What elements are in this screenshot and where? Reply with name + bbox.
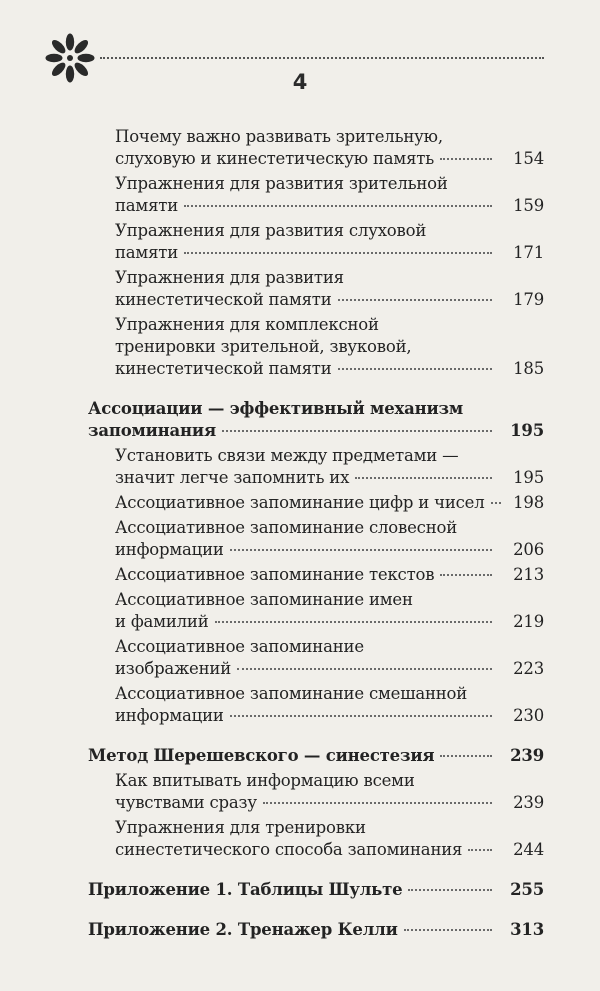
toc-page-number: 198 — [513, 493, 544, 512]
header-dotted-rule — [100, 57, 544, 59]
toc-section — [88, 879, 544, 901]
dot-leader — [230, 715, 492, 717]
toc-page-number: 239 — [513, 793, 544, 812]
toc-page-number: 219 — [513, 612, 544, 631]
toc-entry-text: Упражнения для развития — [115, 268, 344, 287]
toc-entry — [115, 267, 544, 311]
page-number: 4 — [292, 70, 308, 94]
toc-entry-text: кинестетической памяти — [115, 359, 332, 378]
toc-section — [88, 919, 544, 941]
dot-leader — [230, 549, 492, 551]
toc-entry-text: Упражнения для комплексной — [115, 315, 379, 334]
toc-entry — [115, 564, 544, 586]
toc-entry-text: Ассоциативное запоминание словесной — [115, 518, 458, 537]
toc-page-number: 313 — [510, 920, 544, 939]
toc-entry — [115, 314, 544, 380]
dot-leader — [184, 205, 492, 207]
dot-leader — [215, 621, 492, 623]
toc-entry — [115, 817, 544, 861]
dot-leader — [440, 755, 492, 757]
dot-leader — [237, 668, 492, 670]
toc-entry-text: Ассоциативное запоминание имен — [115, 590, 413, 609]
toc-entry-text: изображений — [115, 659, 231, 678]
toc-entry-text: информации — [115, 706, 224, 725]
toc-entry — [115, 589, 544, 633]
toc-section-title: Метод Шерешевского — синестезия — [88, 746, 435, 765]
toc-entry-text: Почему важно развивать зрительную, — [115, 127, 443, 146]
toc-entry-text: синестетического способа запоминания — [115, 840, 463, 859]
toc-entry — [115, 636, 544, 680]
toc-entry — [115, 517, 544, 561]
toc-section — [88, 745, 544, 767]
toc-section-title: Приложение 1. Таблицы Шульте — [88, 880, 403, 899]
toc-page-number: 185 — [513, 359, 544, 378]
toc-entry-text: Упражнения для развития слуховой — [115, 221, 427, 240]
toc-page-number: 230 — [513, 706, 544, 725]
toc-page-number: 244 — [513, 840, 544, 859]
toc-entry-text: Ассоциативное запоминание текстов — [115, 565, 435, 584]
dot-leader — [440, 158, 492, 160]
toc-section-title: Ассоциации — эффективный механизм — [88, 399, 463, 418]
toc-entry — [115, 445, 544, 489]
toc-entry-text: Упражнения для тренировки — [115, 818, 366, 837]
toc-page-number: 206 — [513, 540, 544, 559]
dot-leader — [468, 849, 492, 851]
toc-entry — [115, 770, 544, 814]
toc-entry — [115, 173, 544, 217]
toc-entry-text: информации — [115, 540, 224, 559]
toc-page-number: 255 — [510, 880, 544, 899]
toc-entry-text: Как впитывать информацию всеми — [115, 771, 415, 790]
toc-entry-text: памяти — [115, 243, 179, 262]
dot-leader — [338, 368, 492, 370]
toc-section-title: Приложение 2. Тренажер Келли — [88, 920, 398, 939]
dot-leader — [263, 802, 492, 804]
dot-leader — [222, 430, 492, 432]
dot-leader — [355, 477, 492, 479]
toc-entry-text: значит легче запомнить их — [115, 468, 350, 487]
dot-leader — [404, 929, 492, 931]
toc-entry-text: Ассоциативное запоминание — [115, 637, 364, 656]
toc-page-number: 195 — [513, 468, 544, 487]
toc-entry-text: тренировки зрительной, звуковой, — [115, 337, 412, 356]
toc-entry-text: памяти — [115, 196, 179, 215]
toc-entry-text: слуховую и кинестетическую память — [115, 149, 434, 168]
toc-section-title: запоминания — [88, 421, 216, 440]
toc-section — [88, 398, 544, 442]
dot-leader — [338, 299, 492, 301]
dot-leader — [184, 252, 492, 254]
toc-entry — [115, 683, 544, 727]
toc-entry-text: и фамилий — [115, 612, 209, 631]
toc-entry — [115, 126, 544, 170]
toc-entry-text: чувствами сразу — [115, 793, 257, 812]
toc-entry — [115, 492, 544, 514]
toc-page-number: 179 — [513, 290, 544, 309]
toc-entry-text: кинестетической памяти — [115, 290, 332, 309]
toc-page-number: 171 — [513, 243, 544, 262]
toc-entry-text: Установить связи между предметами — — [115, 446, 459, 465]
dot-leader — [440, 574, 492, 576]
toc-entry-text: Упражнения для развития зрительной — [115, 174, 448, 193]
toc-page-number: 213 — [513, 565, 544, 584]
dot-leader — [491, 502, 501, 504]
toc-page-number: 239 — [510, 746, 544, 765]
toc-page-number: 154 — [513, 149, 544, 168]
toc-entry-text: Ассоциативное запоминание смешанной — [115, 684, 468, 703]
toc-entry — [115, 220, 544, 264]
toc-page-number: 195 — [510, 421, 544, 440]
toc-page-number: 159 — [513, 196, 544, 215]
dot-leader — [408, 889, 492, 891]
toc-page-number: 223 — [513, 659, 544, 678]
toc-entry-text: Ассоциативное запоминание цифр и чисел — [115, 493, 485, 512]
table-of-contents — [0, 126, 600, 941]
